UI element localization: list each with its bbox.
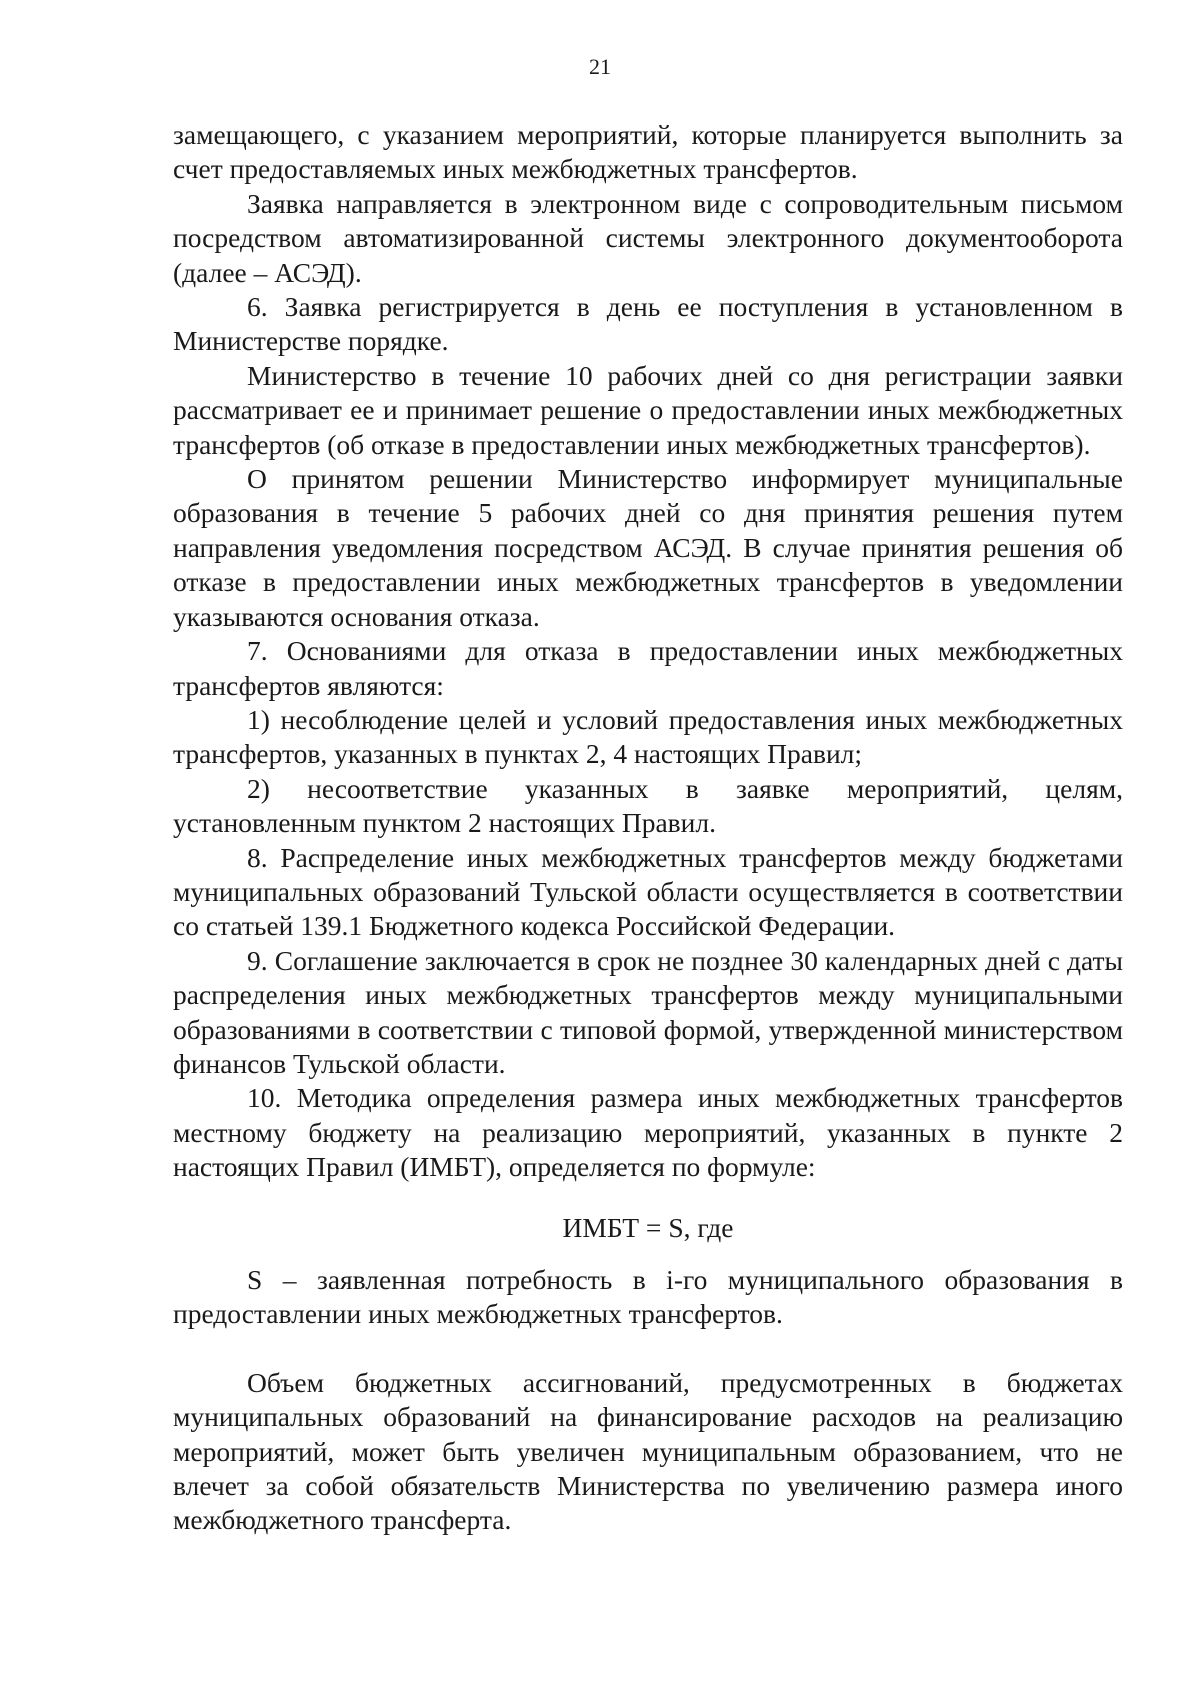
paragraph-formula-definition: S – заявленная потребность в i-го муниципального образования в предоставлении иных межбюджетных трансфертов. bbox=[173, 1264, 1123, 1330]
paragraph-notification: О принятом решении Министерство информирует муниципальные образования в течение 5 рабочих дней со дня принятия решения путем направления уведомления посредством АСЭД. В случае принятия решения об отказе в предоставлении иных межбюджетных трансфертов в уведомлении указываются основания отказа. bbox=[173, 463, 1123, 632]
paragraph-budget-allocation: Объем бюджетных ассигнований, предусмотренных в бюджетах муниципальных образований на финансирование расходов на реализацию мероприятий, может быть увеличен муниципальным образованием, что не влечет за собой обязательств Министерства по увеличению размера иного межбюджетного трансферта. bbox=[173, 1366, 1123, 1536]
paragraph-item-6: 6. Заявка регистрируется в день ее поступления в установленном в Министерстве порядке. bbox=[173, 291, 1123, 357]
paragraph-item-9: 9. Соглашение заключается в срок не позднее 30 календарных дней с даты распределения иных межбюджетных трансфертов между муниципальными образованиями в соответствии с типовой формой, утвержденной министерством финансов Тульской области. bbox=[173, 944, 1123, 1079]
page-number: 21 bbox=[589, 54, 611, 79]
paragraph-item-7: 7. Основаниями для отказа в предоставлении иных межбюджетных трансфертов являются: bbox=[173, 635, 1123, 701]
paragraph-refusal-reason-1: 1) несоблюдение целей и условий предоставления иных межбюджетных трансфертов, указанных в пунктах 2, 4 настоящих Правил; bbox=[173, 703, 1123, 770]
paragraph-item-8: 8. Распределение иных межбюджетных трансфертов между бюджетами муниципальных образований Тульской области осуществляется в соответствии со статьей 139.1 Бюджетного кодекса Российской Федерации. bbox=[173, 841, 1123, 942]
paragraph-item-10: 10. Методика определения размера иных межбюджетных трансфертов местному бюджету на реализацию мероприятий, указанных в пункте 2 настоящих Правил (ИМБТ), определяется по формуле: bbox=[173, 1082, 1123, 1183]
paragraph-refusal-reason-2: 2) несоответствие указанных в заявке мероприятий, целям, установленным пунктом 2 настоящих Правил. bbox=[173, 772, 1123, 839]
paragraph-application-submission: Заявка направляется в электронном виде с сопроводительным письмом посредством автоматизированной системы электронного документооборота (далее – АСЭД). bbox=[173, 187, 1123, 288]
paragraph-continuation: замещающего, с указанием мероприятий, которые планируется выполнить за счет предоставляемых иных межбюджетных трансфертов. bbox=[173, 119, 1123, 185]
document-body bbox=[173, 118, 1123, 1538]
paragraph-review-decision: Министерство в течение 10 рабочих дней со дня регистрации заявки рассматривает ее и принимает решение о предоставлении иных межбюджетных трансфертов (об отказе в предоставлении иных межбюджетных трансфертов). bbox=[173, 359, 1123, 460]
formula: ИМБТ = S, где bbox=[562, 1211, 734, 1243]
